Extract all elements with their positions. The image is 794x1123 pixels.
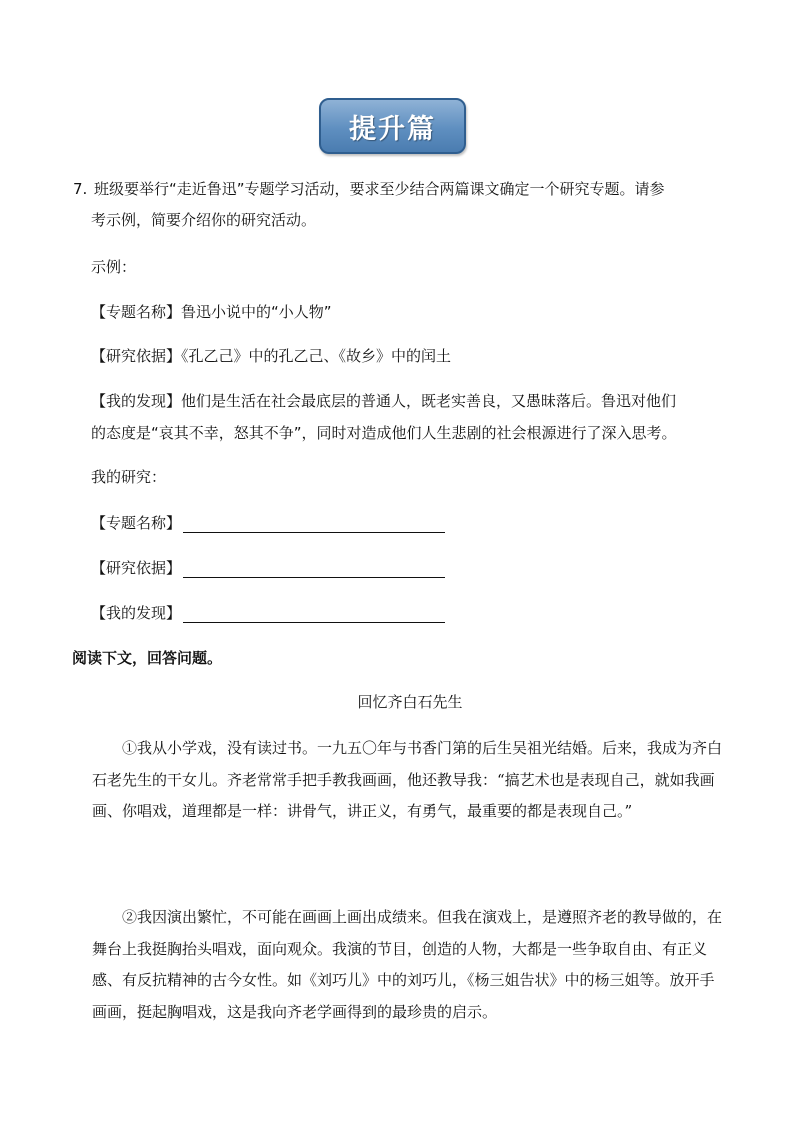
answer-finding-blank[interactable] [183, 606, 445, 623]
article-paragraph-1: ①我从小学戏，没有读过书。一九五〇年与书香门第的后生吴祖光结婚。后来，我成为齐白石老先生的干女儿。齐老常常手把手教我画画，他还教导我：“搞艺术也是表现自己，就如我画画、你唱戏，道理都是一样：讲骨气，讲正义，有勇气，最重要的都是表现自己。” [92, 739, 723, 820]
answer-row-topic [91, 513, 445, 533]
answer-topic-label: 【专题名称】 [91, 514, 182, 532]
example-finding-line-2: 的态度是“哀其不幸，怒其不争”，同时对造成他们人生悲剧的社会根源进行了深入思考。 [91, 424, 677, 442]
answer-basis-label: 【研究依据】 [91, 559, 182, 577]
reading-instruction: 阅读下文，回答问题。 [72, 649, 223, 667]
answer-topic-blank[interactable] [183, 516, 445, 533]
article-paragraph-2: ②我因演出繁忙，不可能在画画上画出成绩来。但我在演戏上，是遵照齐老的教导做的，在舞台上我挺胸抬头唱戏，面向观众。我演的节目，创造的人物，大都是一些争取自由、有正义感、有反抗精神的古今女性。如《刘巧儿》中的刘巧儿，《杨三姐告状》中的杨三姐等。放开手画画，挺起胸唱戏，这是我向齐老学画得到的最珍贵的启示。 [92, 908, 723, 1021]
answer-row-finding [91, 603, 445, 623]
question-text-line-2: 考示例，简要介绍你的研究活动。 [91, 211, 317, 229]
answer-finding-label: 【我的发现】 [91, 604, 182, 622]
article-title: 回忆齐白石先生 [357, 693, 463, 711]
answer-row-basis [91, 558, 445, 578]
example-finding-line-1: 【我的发现】他们是生活在社会最底层的普通人，既老实善良，又愚昧落后。鲁迅对他们 [91, 392, 677, 410]
my-research-label: 我的研究： [91, 468, 167, 486]
section-banner [319, 98, 466, 154]
example-topic: 【专题名称】鲁迅小说中的“小人物” [91, 303, 332, 321]
question-number: 7. [73, 180, 88, 198]
answer-basis-blank[interactable] [183, 561, 445, 578]
banner-title: 提升篇 [349, 113, 436, 145]
question-text-line-1: 班级要举行“走近鲁迅”专题学习活动，要求至少结合两篇课文确定一个研究专题。请参 [94, 180, 665, 198]
example-label: 示例： [91, 258, 137, 276]
example-basis: 【研究依据】《孔乙己》中的孔乙己、《故乡》中的闰土 [91, 347, 452, 365]
